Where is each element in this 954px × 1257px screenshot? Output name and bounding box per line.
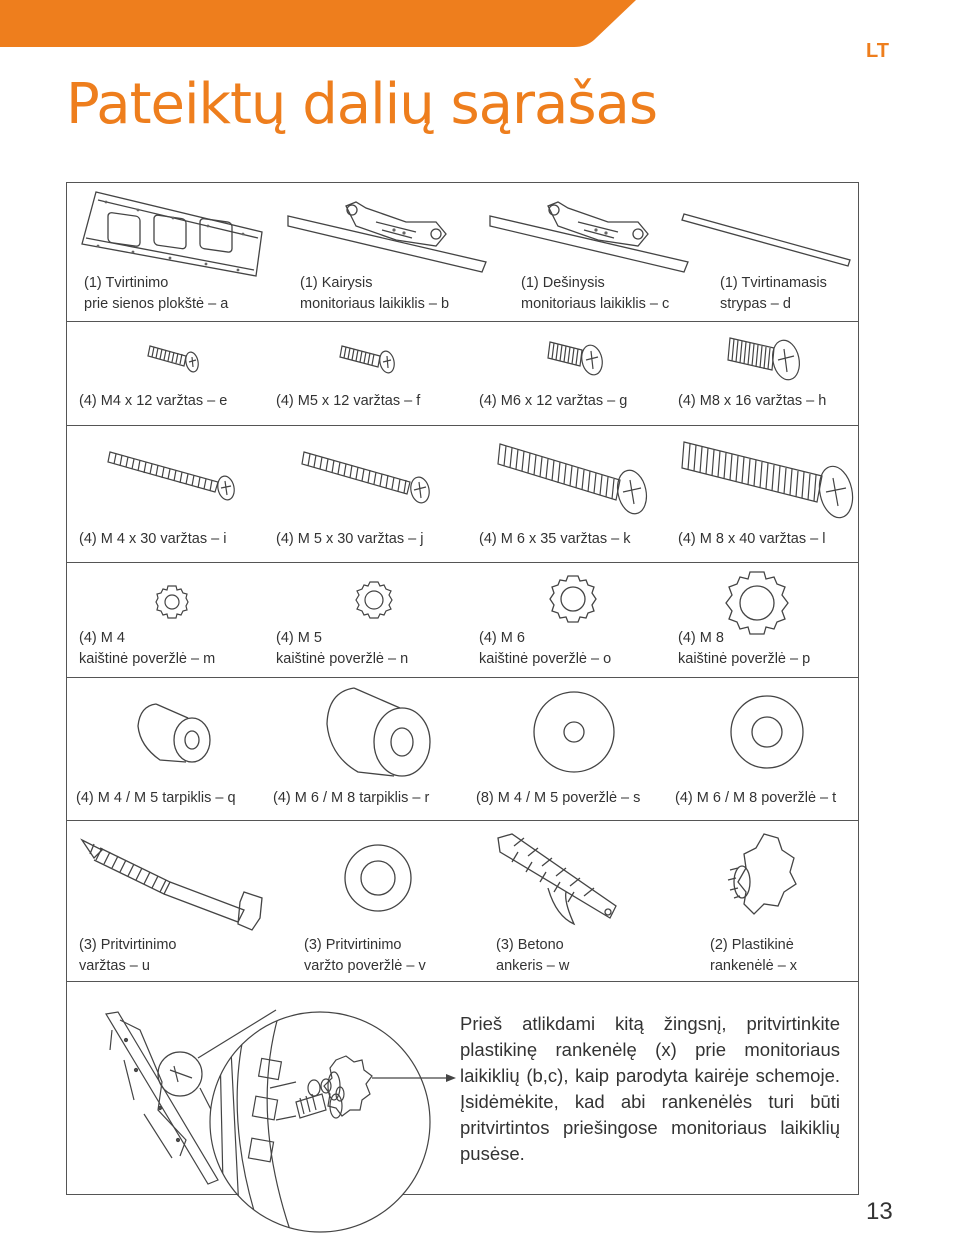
washer-icon: [343, 843, 413, 913]
part-label: (4) M 6 / M 8 tarpiklis – r: [273, 790, 430, 806]
part-label: (4) M6 x 12 varžtas – g: [479, 393, 628, 409]
part-label: (4) M4 x 12 varžtas – e: [79, 393, 228, 409]
part-label: (4) M 6 / M 8 poveržlė – t: [675, 790, 837, 806]
screw-icon: [340, 342, 396, 374]
page-number: 13: [866, 1198, 893, 1225]
part-label: (4) M 6 x 35 varžtas – k: [479, 531, 631, 547]
part-label: (3) Pritvirtinimo varžto poveržlė – v: [304, 937, 426, 974]
screw-icon: [682, 436, 858, 524]
rod-icon: [680, 210, 855, 270]
wall-plate-icon: [78, 188, 268, 278]
part-label: (4) M 4 kaištinė poveržlė – m: [79, 630, 216, 667]
part-label: (4) M8 x 16 varžtas – h: [678, 393, 827, 409]
row-divider: [66, 321, 859, 322]
screw-icon: [498, 438, 650, 518]
part-label: (4) M 5 x 30 varžtas – j: [276, 531, 424, 547]
part-label: (4) M 4 x 30 varžtas – i: [79, 531, 227, 547]
screw-icon: [728, 332, 802, 384]
row-divider: [66, 562, 859, 563]
plastic-knob-icon: [724, 830, 800, 916]
washer-icon: [532, 690, 616, 774]
left-bracket-icon: [286, 200, 496, 276]
screw-icon: [148, 342, 200, 374]
screw-icon: [108, 448, 242, 502]
spacer-icon: [324, 684, 434, 780]
part-label: (1) Tvirtinimo prie sienos plokštė – a: [84, 275, 229, 312]
row-divider: [66, 820, 859, 821]
page-title: Pateiktų dalių sąrašas: [66, 72, 657, 137]
assembly-diagram: [100, 990, 460, 1195]
part-label: (1) Dešinysis monitoriaus laikiklis – c: [521, 275, 670, 312]
instruction-text: Prieš atlikdami kitą žingsnį, pritvirtinkite plastikinę rankenėlę (x) prie monitoriaus laikiklių (b,c), kaip parodyta kairėje schemoje. Įsidėmėkite, kad abi rankenėlės turi būti pritvirtintos priešingose monitoriaus laikiklių pusėse.: [460, 1013, 840, 1164]
part-label: (1) Tvirtinamasis strypas – d: [720, 275, 827, 312]
lag-bolt-icon: [80, 836, 266, 932]
concrete-anchor-icon: [494, 832, 624, 928]
row-divider: [66, 425, 859, 426]
lock-washer-icon: [548, 574, 598, 624]
part-label: (4) M 8 x 40 varžtas – l: [678, 531, 826, 547]
spacer-icon: [136, 700, 214, 768]
screw-icon: [302, 448, 436, 504]
part-label: (2) Plastikinė rankenėlė – x: [710, 937, 798, 974]
part-label: (4) M 8 kaištinė poveržlė – p: [678, 630, 811, 667]
part-label: (4) M 4 / M 5 tarpiklis – q: [76, 790, 236, 806]
header-accent-bar: [0, 0, 954, 50]
washer-icon: [729, 694, 805, 770]
part-label: (1) Kairysis monitoriaus laikiklis – b: [300, 275, 450, 312]
row-divider: [66, 677, 859, 678]
part-label: (8) M 4 / M 5 poveržlė – s: [476, 790, 641, 806]
part-label: (4) M5 x 12 varžtas – f: [276, 393, 421, 409]
part-label: (4) M 5 kaištinė poveržlė – n: [276, 630, 409, 667]
part-label: (4) M 6 kaištinė poveržlė – o: [479, 630, 612, 667]
lock-washer-icon: [724, 570, 790, 636]
row-divider: [66, 981, 859, 982]
part-label: (3) Betono ankeris – w: [496, 937, 570, 974]
part-label: (3) Pritvirtinimo varžtas – u: [79, 937, 177, 974]
screw-icon: [548, 336, 604, 380]
right-bracket-icon: [488, 200, 698, 276]
lock-washer-icon: [154, 584, 190, 620]
lock-washer-icon: [354, 580, 394, 620]
language-code: LT: [866, 40, 889, 62]
